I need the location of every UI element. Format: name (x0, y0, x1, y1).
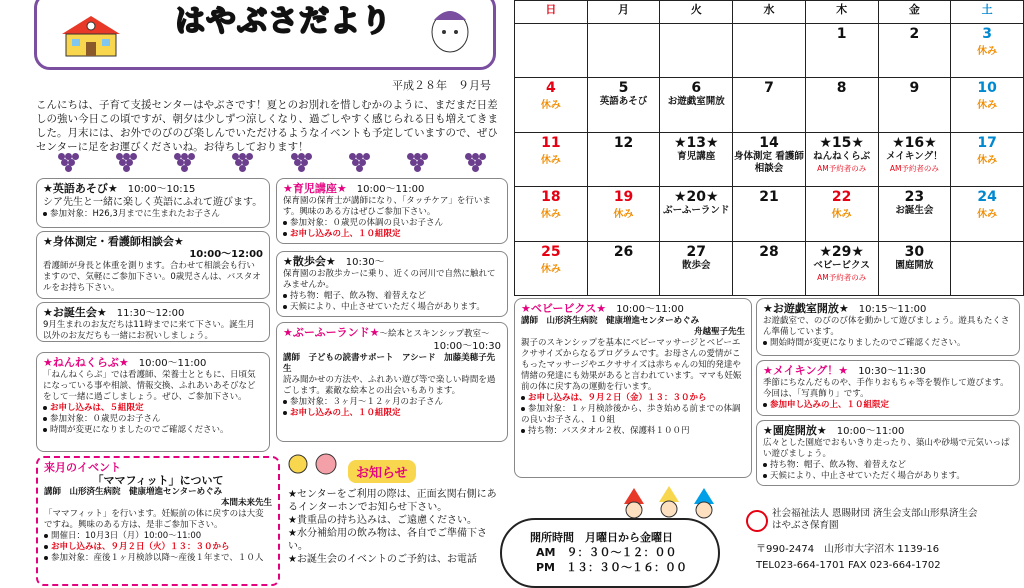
shintai-title: ★身体測定・看護師相談会★ (43, 235, 184, 248)
calendar-day (587, 24, 660, 78)
calendar-day (587, 187, 660, 241)
calendar-day (878, 132, 951, 186)
weekday-1: 月 (587, 1, 660, 24)
day-event: 休み (977, 100, 998, 112)
day-event: ベビービクス (813, 259, 870, 271)
calendar-day (515, 78, 588, 132)
day-number: 14 (759, 134, 779, 151)
nenne-b1: お申し込みは、５組限定 (50, 403, 144, 413)
grape-icon (174, 153, 196, 173)
day-number: 5 (618, 80, 629, 97)
day-number: 25 (541, 243, 561, 260)
weekday-5: 金 (878, 1, 951, 24)
org-info (772, 508, 978, 532)
day-number: 2 (909, 26, 920, 42)
shintai-box (36, 231, 270, 299)
next-month-box (36, 456, 280, 586)
making-b1: 参加申し込みの上、１０組限定 (770, 400, 890, 410)
calendar-day (660, 132, 733, 186)
baby-b2: 参加対象：１ヶ月検診後から、歩き始める前までの体調の良いお子さん、１０組 (521, 404, 741, 425)
grape-icon (465, 153, 487, 173)
babybics-box (514, 298, 752, 478)
yugi-title: ★お遊戯室開放★ (763, 302, 849, 315)
calendar-day (951, 241, 1024, 295)
next-lecturer: 講師 山形済生病院 健康増進センターめぐみ (44, 487, 223, 497)
day-event: 園庭開放 (895, 259, 934, 271)
sanpo-title: ★散歩会★ (283, 255, 336, 268)
sanpo-box (276, 251, 508, 317)
day-event: 休み (977, 154, 998, 166)
baby-lecturer: 講師 山形済生病院 健康増進センターめぐみ (521, 316, 700, 326)
baby-teacher: 舟越聖子先生 (693, 327, 745, 337)
day-number: ★16★ (892, 134, 937, 151)
day-event: 休み (540, 209, 561, 221)
calendar-day (951, 78, 1024, 132)
calendar-day (951, 24, 1024, 78)
eigo-asobi-box (36, 178, 270, 228)
oshirase-title: お知らせ (348, 460, 416, 483)
calendar-day (660, 187, 733, 241)
calendar-day (878, 241, 951, 295)
bufu-b2: お申し込みの上、１０組限定 (290, 408, 401, 418)
sanpo-desc: 保育園のお散歩カーに乗り、近くの河川で自然に触れてみませんか。 (283, 269, 496, 290)
next-b1: 開催日：10月3日（月）10:00～11:00 (51, 531, 202, 541)
calendar-day (805, 78, 878, 132)
teien-box (756, 420, 1020, 486)
day-number: 23 (904, 189, 925, 206)
calendar-day (878, 24, 951, 78)
weekday-0: 日 (515, 1, 588, 24)
day-note: AM予約者のみ (889, 163, 939, 173)
calendar-day (733, 24, 806, 78)
day-number: 6 (691, 80, 702, 97)
weekday-3: 水 (733, 1, 806, 24)
next-b3: 参加対象：産後１ヶ月検診以降～産後１年まで、１０人 (51, 553, 264, 563)
teien-title: ★園庭開放★ (763, 424, 827, 437)
shintai-time: 10:00～12:00 (189, 249, 263, 260)
baby-title: ★ベビービクス★ (521, 302, 607, 315)
ikuji-b2: お申し込みの上、１０組限定 (290, 229, 401, 239)
nenne-b3: 時間が変更になりましたのでご確認ください。 (50, 425, 229, 435)
calendar-day (515, 187, 588, 241)
grape-icon (116, 153, 138, 173)
day-number: 11 (541, 134, 561, 151)
day-event: ぶーふーランド (663, 205, 730, 217)
calendar-week (515, 78, 1024, 132)
eigo-target: 参加対象：H26,3月までに生まれたお子さん (50, 209, 220, 219)
nenne-b2: 参加対象：０歳児のお子さん (50, 414, 161, 424)
teien-b1: 持ち物：帽子、飲み物、着替えなど (770, 460, 907, 470)
teien-desc: 広々とした園庭でおもいきり走ったり、築山や砂場で元気いっぱい遊びましょう。 (763, 438, 1010, 459)
day-number: 18 (541, 189, 561, 206)
bufu-title: ★ぶーふーランド★ (283, 326, 380, 339)
calendar-day (805, 132, 878, 186)
baby-b3: 持ち物：バスタオル２枚、保護料１００円 (528, 426, 690, 436)
day-number: 19 (613, 189, 634, 206)
bufu-b1: 参加対象：３ヶ月～１２ヶ月のお子さん (290, 397, 444, 407)
org-line1: 社会福祉法人 恩賜財団 済生会支部山形県済生会 (772, 508, 978, 519)
day-note: AM予約者のみ (817, 272, 867, 282)
nenne-box (36, 352, 270, 452)
ikuji-b1: 参加対象：０歳児の体調の良いお子さん (290, 218, 444, 228)
calendar-day (805, 241, 878, 295)
day-number: 17 (977, 134, 997, 151)
day-number: 8 (836, 80, 847, 97)
bufu-desc: 読み聞かせの方法や、ふれあい遊び等で楽しい時間を過ごします。素敵な絵本との出会いもあります。 (283, 375, 496, 396)
ikuji-desc: 保育園の保育士が講師になり、「タッチケア」を行います。興味のある方はぜひご参加下さい。 (283, 196, 491, 217)
day-event: 育児講座 (677, 150, 716, 162)
ikuji-title: ★育児講座★ (283, 182, 347, 195)
day-number: 7 (764, 80, 774, 97)
nenne-desc: 「ねんねくらぶ」では看護師、栄養士とともに、日頃気になっている事や相談、情報交換、ふれあいあそびなどをして一緒に過ごしましょう。ぜひ、ご参加下さい。 (43, 370, 256, 402)
nenne-title: ★ねんねくらぶ★ (43, 356, 129, 369)
day-event: 英語あそび (599, 96, 648, 108)
making-box (756, 360, 1020, 416)
calendar-day (733, 241, 806, 295)
calendar-day (515, 24, 588, 78)
day-number: 30 (904, 243, 925, 260)
day-number: 27 (686, 243, 706, 260)
calendar-day (951, 187, 1024, 241)
calendar-day (733, 187, 806, 241)
calendar-week (515, 187, 1024, 241)
calendar-week (515, 132, 1024, 186)
day-event: お誕生会 (895, 205, 934, 217)
bufu-box (276, 322, 508, 442)
calendar-week (515, 241, 1024, 295)
oshirase-item-4: ★お誕生会のイベントのご予約は、お電話 (288, 554, 477, 565)
baby-desc: 親子のスキンシップを基本にベビーマッサージとベビーエクササイズからなるプログラムです。お母さんの愛情がこもったマッサージやエクササイズは赤ちゃんの知的発達や情緒の発達にも効果があると言われています。ママも妊娠前の体に戻す為の運動を行います。 (521, 338, 742, 392)
day-number: 21 (759, 189, 779, 206)
calendar-day (878, 78, 951, 132)
calendar-day (733, 132, 806, 186)
yugi-desc: お遊戯室で、のびのび体を動かして遊びましょう。遊具もたくさん準備しています。 (763, 316, 1010, 337)
tanjou-box (36, 302, 270, 342)
sanpo-time: 10:30～ (345, 257, 385, 268)
tanjou-desc: 9月生まれのお友だちは11時までに来て下さい。誕生月以外のお友だちも一緒にお祝いしましょう。 (43, 320, 255, 341)
oshirase-item-2: ★貴重品の持ち込みは、ご遠慮ください。 (288, 515, 477, 526)
calendar-day (951, 132, 1024, 186)
day-event: ねんねくらぶ (813, 150, 871, 162)
shintai-desc: 看護師が身長と体重を測ります。合わせて相談会も行いますので、気軽にご参加下さい。0歳児さんは、バスタオルをお持ち下さい。 (43, 261, 261, 293)
calendar-day (733, 78, 806, 132)
ikuji-time: 10:00～11:00 (356, 184, 425, 195)
day-event: 休み (613, 209, 634, 221)
school-illustration (52, 12, 130, 58)
grape-icon (407, 153, 429, 173)
day-note: AM予約者のみ (817, 163, 867, 173)
day-number: 26 (613, 243, 634, 260)
eigo-desc: シア先生と一緒に楽しく英語にふれて遊びます。 (43, 197, 263, 208)
day-number: 3 (982, 26, 992, 42)
calendar-day (660, 24, 733, 78)
org-tel: TEL023-664-1701 FAX 023-664-1702 (756, 560, 941, 571)
day-event: 散歩会 (682, 259, 711, 271)
day-number: ★29★ (819, 243, 864, 260)
baby-time: 10:00～11:00 (616, 304, 684, 315)
day-number: ★20★ (673, 189, 719, 206)
kids-illustration (614, 482, 724, 522)
day-number: 9 (909, 80, 920, 97)
making-time: 10:30～11:30 (858, 366, 926, 377)
yugi-b1: 開始時間が変更になりましたのでご確認ください。 (770, 338, 966, 348)
day-event: メイキング！ (886, 150, 943, 162)
baby-b1: お申し込みは、９月２日（金）１３：３０から (528, 393, 707, 403)
day-event: 休み (977, 46, 998, 57)
teien-time: 10:00～11:00 (836, 426, 905, 437)
hours-box (530, 530, 687, 575)
calendar-day (587, 78, 660, 132)
calendar-day (587, 241, 660, 295)
oshirase-list (288, 488, 498, 566)
sanpo-b1: 持ち物：帽子、飲み物、着替えなど (290, 291, 427, 301)
calendar-day (660, 78, 733, 132)
day-event: お遊戯室開放 (667, 96, 725, 108)
calendar-day (660, 241, 733, 295)
calendar-day (515, 132, 588, 186)
calendar-day (587, 132, 660, 186)
org-line2: はやぶさ保育園 (772, 520, 839, 531)
newsletter-title: はやぶさだより (175, 4, 392, 39)
day-number: 10 (977, 80, 997, 97)
calendar-day (515, 241, 588, 295)
weekday-4: 木 (805, 1, 878, 24)
day-number: 22 (831, 189, 852, 206)
next-label: 来月のイベント (44, 461, 121, 474)
grape-icon (291, 153, 313, 173)
making-desc: 季節にちなんだものや、手作りおもちゃ等を製作して遊びます。今回は、「写真飾り」です。 (763, 378, 1009, 399)
day-event: 身体測定 看護師相談会 (734, 150, 804, 174)
next-b2: お申し込みは、９月２日（火）１３：３０から (51, 542, 230, 552)
grape-icon (58, 153, 80, 173)
saiseikai-logo-icon (746, 510, 768, 532)
hours-am: AM ９：３０～１２：００ (536, 546, 677, 559)
making-title: ★メイキング！★ (763, 364, 849, 377)
org-address: 〒990-2474 山形市大字沼木 1139-16 (756, 544, 940, 555)
calendar-week (515, 24, 1024, 78)
sanpo-b2: 天候により、中止させていただく場合があります。 (290, 302, 485, 312)
calendar-body (515, 24, 1024, 296)
next-desc: 「ママフィット」を行います。妊娠前の体に戻すのは大変ですね。興味のある方は、是非ご参加下さい。 (44, 509, 264, 530)
tanjou-time: 11:30～12:00 (116, 308, 185, 319)
eggplant-character-illustration (420, 2, 480, 60)
day-number: 24 (977, 189, 997, 206)
day-event: 休み (540, 154, 561, 166)
weekday-2: 火 (660, 1, 733, 24)
calendar-header-row (515, 1, 1024, 24)
grape-divider (40, 150, 505, 176)
eigo-time: 10:00～10:15 (127, 184, 196, 195)
animals-illustration (286, 448, 342, 480)
next-teacher: 本間未来先生 (220, 498, 272, 508)
yugi-box (756, 298, 1020, 356)
intro-text: こんにちは、子育て支援センターはやぶさです！夏とのお別れを惜しむかのように、まだまだ日差しの強い今日この頃ですが、朝夕は少しずつ涼しくなり、過ごしやすく感じられる日も増えてきました。月末には、お外でのびのび楽しんでいただけるようなイベントも予定していますので、ぜひセンターに足をお運びくださいね。お待ちしております！ (36, 99, 498, 153)
day-number: ★13★ (673, 134, 719, 151)
day-number: 28 (759, 243, 779, 260)
day-event: 休み (540, 263, 561, 275)
ikuji-box (276, 178, 508, 244)
day-number: 12 (613, 134, 634, 151)
grape-icon (232, 153, 254, 173)
calendar-day (805, 24, 878, 78)
yugi-time: 10:15～11:00 (858, 304, 927, 315)
oshirase-item-1: ★センターをご利用の際は、正面玄関右側にあるインターホンでお知らせ下さい。 (288, 489, 497, 513)
nenne-time: 10:00～11:00 (138, 358, 207, 369)
day-number: ★15★ (819, 134, 864, 151)
calendar (514, 0, 1024, 296)
hours-title: 開所時間 月曜日から金曜日 (530, 531, 673, 544)
day-number: 4 (545, 80, 556, 97)
issue-date: 平成２８年 ９月号 (392, 79, 491, 92)
day-event: 休み (540, 100, 561, 112)
day-number: 1 (836, 26, 847, 42)
bufu-subtitle: ～絵本とスキンシップ教室～ (379, 329, 490, 339)
calendar-day (878, 187, 951, 241)
bufu-lecturer: 講師 子どもの読書サポート アシード 加藤美穂子先生 (283, 353, 496, 374)
hours-pm: PM １３：３０～１６：００ (536, 561, 688, 574)
grape-icon (349, 153, 371, 173)
calendar-day (805, 187, 878, 241)
day-event: 休み (977, 209, 998, 221)
tanjou-title: ★お誕生会★ (43, 306, 107, 319)
eigo-title: ★英語あそび★ (43, 182, 118, 195)
day-event: 休み (831, 209, 852, 221)
next-title: 「ママフィット」について (92, 474, 224, 487)
weekday-6: 土 (951, 1, 1024, 24)
bufu-time: 10:00～10:30 (433, 341, 501, 352)
teien-b2: 天候により、中止させていただく場合があります。 (770, 471, 965, 481)
oshirase-item-3: ★水分補給用の飲み物は、各自でご準備下さい。 (288, 528, 487, 552)
